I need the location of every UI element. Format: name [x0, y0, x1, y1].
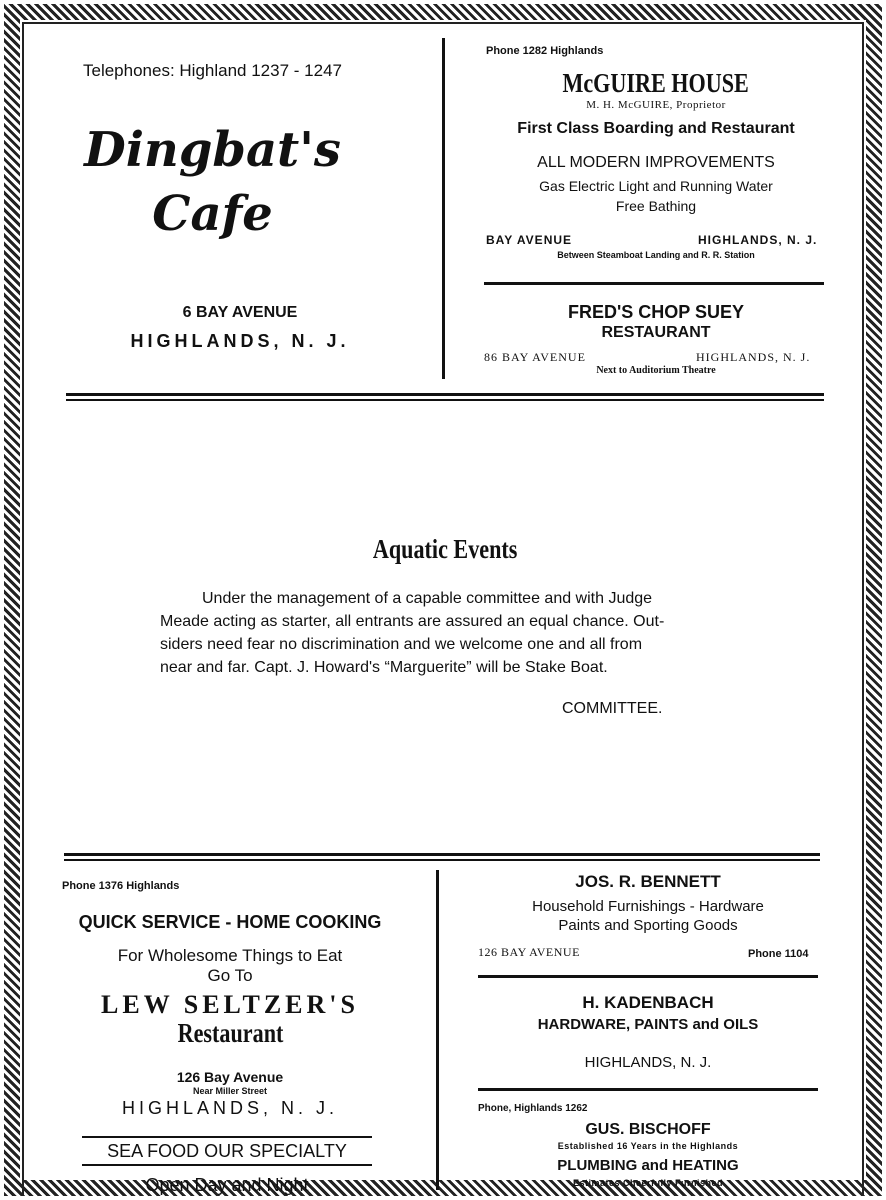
- mcguire-name-wrap: [486, 68, 826, 99]
- seltzer-type-wrap: [50, 1018, 410, 1049]
- mcguire-name: McGUIRE HOUSE: [562, 68, 750, 98]
- mcguire-freds-divider: [484, 282, 824, 285]
- mcguire-tagline: First Class Boarding and Restaurant: [517, 120, 795, 137]
- bischoff-trade: PLUMBING and HEATING: [557, 1157, 739, 1174]
- kadenbach-line1: HARDWARE, PAINTS and OILS: [537, 1016, 759, 1033]
- bennett-kadenbach-divider: [478, 975, 818, 978]
- aquatic-signature: COMMITTEE.: [562, 700, 663, 717]
- seltzer-slogan: QUICK SERVICE - HOME COOKING: [78, 912, 382, 932]
- dingbat-name-line1: Dingbat's: [84, 122, 341, 178]
- mcguire-location: Between Steamboat Landing and R. R. Station: [557, 250, 755, 260]
- freds-street: 86 BAY AVENUE: [484, 350, 586, 364]
- seltzer-phone: Phone 1376 Highlands: [62, 880, 180, 892]
- mcguire-town: HIGHLANDS, N. J.: [698, 233, 818, 247]
- seltzer-goto: Go To: [207, 966, 253, 985]
- bottom-column-divider: [436, 870, 439, 1190]
- mcguire-street: BAY AVENUE: [486, 233, 573, 247]
- bischoff-estimates: Estimates Cheerfully Furnished: [572, 1178, 724, 1188]
- freds-type: RESTAURANT: [601, 324, 711, 341]
- seltzer-name: LEW SELTZER'S: [101, 990, 359, 1019]
- seltzer-address: 126 Bay Avenue: [176, 1069, 284, 1085]
- freds-name: FRED'S CHOP SUEY: [568, 302, 744, 322]
- seltzer-rule-top: [82, 1136, 372, 1138]
- aquatic-line3: siders need fear no discrimination and we welcome one and all from: [160, 636, 643, 653]
- mcguire-bathing: Free Bathing: [615, 198, 697, 214]
- seltzer-rule-bottom: [82, 1164, 372, 1166]
- kadenbach-name: H. KADENBACH: [582, 993, 714, 1012]
- bischoff-established: Established 16 Years in the Highlands: [557, 1141, 739, 1151]
- dingbat-town: HIGHLANDS, N. J.: [130, 331, 350, 351]
- bennett-line2: Paints and Sporting Goods: [558, 917, 738, 934]
- dingbat-telephones: Telephones: Highland 1237 - 1247: [83, 61, 342, 80]
- dingbat-name-line2: Cafe: [152, 186, 273, 242]
- mcguire-phone: Phone 1282 Highlands: [486, 45, 604, 57]
- aquatic-title: Aquatic Events: [372, 534, 518, 564]
- bischoff-name: GUS. BISCHOFF: [585, 1121, 711, 1138]
- bischoff-phone: Phone, Highlands 1262: [478, 1103, 588, 1114]
- top-section-divider: [66, 393, 824, 401]
- dingbat-address: 6 BAY AVENUE: [182, 304, 298, 321]
- aquatic-line4: near and far. Capt. J. Howard's “Marguerite” will be Stake Boat.: [160, 659, 608, 676]
- seltzer-hours: Open Day and Night: [145, 1175, 309, 1195]
- mcguire-improvements: ALL MODERN IMPROVEMENTS: [537, 154, 775, 171]
- aquatic-line2: Meade acting as starter, all entrants are assured an equal chance. Out-: [160, 613, 665, 630]
- top-column-divider: [442, 38, 445, 379]
- freds-location: Next to Auditorium Theatre: [596, 365, 716, 376]
- mcguire-amenities: Gas Electric Light and Running Water: [539, 178, 773, 194]
- bennett-name: JOS. R. BENNETT: [575, 872, 721, 891]
- bennett-line1: Household Furnishings - Hardware: [532, 898, 764, 915]
- seltzer-specialty: SEA FOOD OUR SPECIALTY: [107, 1141, 347, 1161]
- kadenbach-bischoff-divider: [478, 1088, 818, 1091]
- seltzer-type: Restaurant: [177, 1018, 283, 1048]
- seltzer-wholesome: For Wholesome Things to Eat: [117, 946, 343, 965]
- bottom-section-divider: [64, 853, 820, 861]
- bennett-street: 126 BAY AVENUE: [478, 945, 580, 959]
- kadenbach-town: HIGHLANDS, N. J.: [584, 1054, 712, 1071]
- aquatic-line1: Under the management of a capable committee and with Judge: [202, 590, 653, 607]
- freds-town: HIGHLANDS, N. J.: [696, 350, 811, 364]
- mcguire-proprietor: M. H. McGUIRE, Proprietor: [586, 99, 726, 111]
- seltzer-near: Near Miller Street: [192, 1086, 268, 1096]
- bennett-phone: Phone 1104: [748, 948, 809, 960]
- seltzer-town: HIGHLANDS, N. J.: [121, 1098, 339, 1118]
- aquatic-title-wrap: [160, 534, 730, 565]
